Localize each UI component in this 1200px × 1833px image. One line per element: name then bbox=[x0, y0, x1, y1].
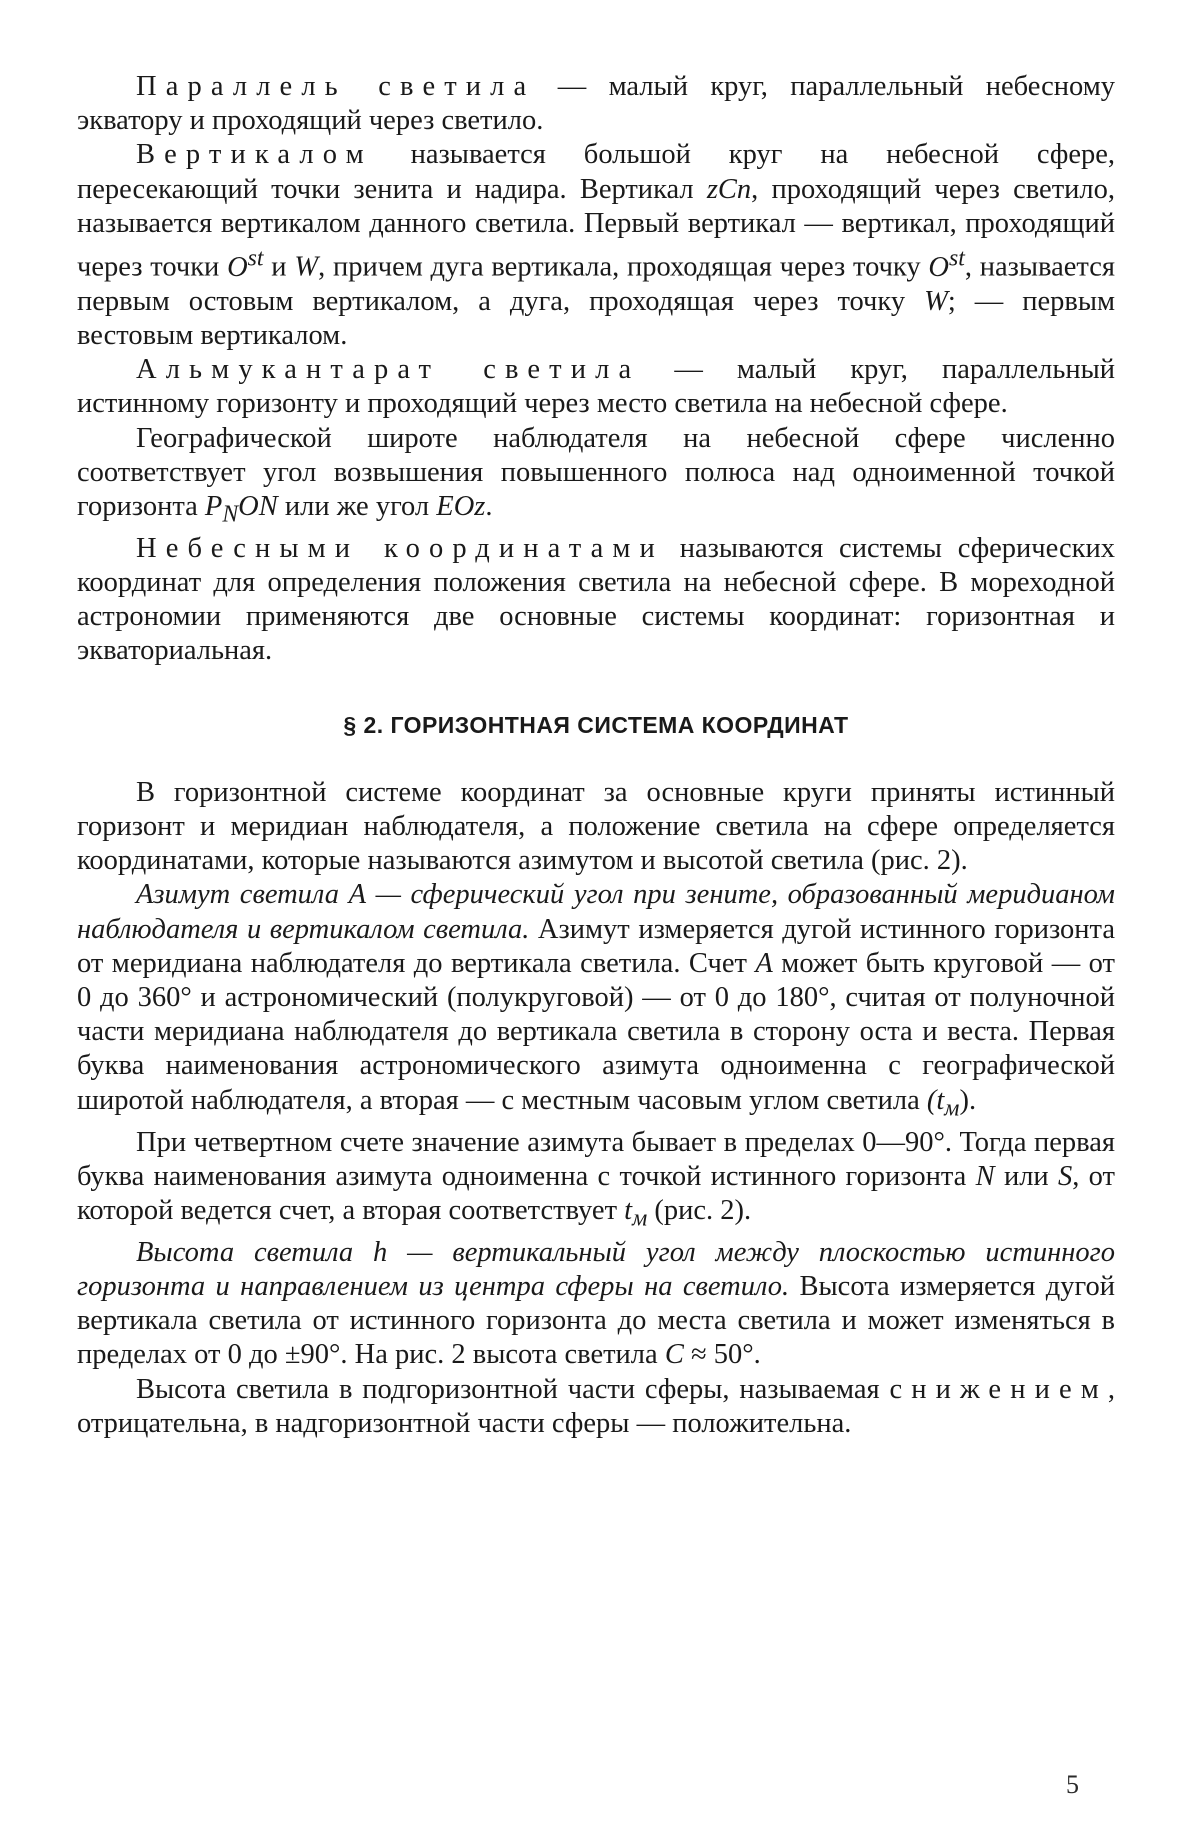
symbol-pnon bbox=[204, 490, 278, 528]
symbol-text: t bbox=[624, 1194, 633, 1226]
symbol-text: O bbox=[227, 251, 248, 283]
page-body bbox=[77, 70, 1115, 1441]
symbol-c: С bbox=[664, 1339, 684, 1371]
page-number: 5 bbox=[1066, 1770, 1079, 1799]
paragraph-text: ≈ 50°. bbox=[683, 1339, 761, 1371]
paragraph-text: Высота светила в подгоризонтной части сферы, называемая bbox=[136, 1373, 890, 1405]
paragraph-text: (рис. 2). bbox=[647, 1194, 752, 1226]
paragraph-vertical bbox=[77, 138, 1115, 353]
paragraph-text: и bbox=[263, 251, 295, 283]
symbol-s: S bbox=[1057, 1160, 1073, 1192]
symbol-sub: N bbox=[222, 501, 239, 528]
paragraph-almucantar bbox=[77, 353, 1115, 421]
symbol-w: W bbox=[294, 251, 319, 283]
paragraph-depression bbox=[77, 1373, 1115, 1441]
symbol-sub: м bbox=[944, 1095, 960, 1122]
term-vertical: Вертикалом bbox=[136, 139, 373, 171]
paragraph-text: или же угол bbox=[277, 490, 437, 522]
symbol-eoz: EOz bbox=[436, 490, 486, 522]
paragraph-text: Географической широте наблюдателя на небесной сфере численно соответствует угол возвышения повышенного полюса над одноименной точкой горизонта bbox=[77, 422, 1115, 522]
paragraph-text: . bbox=[485, 490, 493, 522]
symbol-text: O bbox=[928, 251, 949, 283]
paragraph-text: Высота измеряется дугой вертикала светила от истинного горизонта до места светила и может изменяться в пределах от 0 до ±90°. На рис. 2 высота светила bbox=[77, 1271, 1116, 1371]
paragraph-text: , причем дуга вертикала, проходящая через точку bbox=[318, 251, 929, 283]
paragraph-text: — малый круг, параллельный истинному горизонту и проходящий через место светила на небесной сфере. bbox=[77, 354, 1116, 420]
paragraph-altitude bbox=[77, 1236, 1115, 1373]
paragraph-horizontal-system: В горизонтной системе координат за основные круги приняты истинный горизонт и меридиан наблюдателя, а положение светила на сфере определяется координатами, которые называются азимутом и высотой светила (рис. 2). bbox=[77, 776, 1115, 877]
symbol-text: P bbox=[204, 490, 223, 522]
symbol-ost bbox=[227, 245, 264, 283]
symbol-ost bbox=[928, 245, 965, 283]
paragraph-text: Азимут измеряется дугой истинного горизонта от меридиана наблюдателя до вертикала светила. Счет bbox=[77, 913, 1115, 979]
paragraph-text: или bbox=[994, 1160, 1058, 1192]
formula-zcn: zCn bbox=[706, 173, 752, 205]
symbol-tm bbox=[926, 1084, 960, 1122]
paragraph-quarter-count bbox=[77, 1126, 1115, 1236]
symbol-sub: м bbox=[632, 1205, 648, 1232]
symbol-text: (t bbox=[926, 1084, 945, 1116]
paragraph-text: ; — первым вестовым вертикалом. bbox=[77, 285, 1116, 351]
term-parallel: Параллель светила bbox=[136, 71, 536, 102]
definition-azimuth: Азимут светила А — сферический угол при зените, образованный меридианом наблюдателя и вертикалом светила. bbox=[77, 879, 1115, 945]
symbol-a: А bbox=[755, 947, 773, 979]
paragraph-text: может быть круговой — от 0 до 360° и астрономический (полукруговой) — от 0 до 180°, считая от полуночной части меридиана наблюдателя до вертикала светила в сторону оста и веста. Первая буква наименования астрономического азимута одноименна с географической широтой наблюдателя, а вторая — с местным часовым углом светила bbox=[77, 947, 1115, 1116]
paragraph-celestial-coordinates bbox=[77, 532, 1115, 669]
paragraph-latitude bbox=[77, 422, 1115, 532]
paragraph-azimuth bbox=[77, 878, 1115, 1125]
symbol-text: ON bbox=[238, 490, 278, 522]
paragraph-text: При четвертном счете значение азимута бывает в пределах 0—90°. Тогда первая буква наименования азимута одноименна с точкой истинного горизонта bbox=[77, 1126, 1115, 1192]
symbol-w: W bbox=[924, 285, 948, 317]
paragraph-text: ). bbox=[959, 1084, 977, 1116]
paragraph-text: — малый круг, параллельный небесному экватору и проходящий через светило. bbox=[77, 71, 1115, 137]
symbol-n: N bbox=[975, 1160, 995, 1192]
paragraph-parallel bbox=[77, 70, 1115, 138]
paragraph-text: , от которой ведется счет, а вторая соответствует bbox=[77, 1160, 1115, 1226]
paragraph-text: , проходящий через светило, называется вертикалом данного светила. Первый вертикал — вертикал, проходящий через точки bbox=[77, 173, 1115, 283]
section-heading: § 2. ГОРИЗОНТНАЯ СИСТЕМА КООРДИНАТ bbox=[343, 711, 849, 738]
symbol-tm bbox=[624, 1194, 648, 1232]
symbol-sup: st bbox=[247, 245, 264, 272]
paragraph-text: , называется первым остовым вертикалом, а дуга, проходящая через точку bbox=[77, 251, 1115, 317]
paragraph-text: , отрицательна, в надгоризонтной части сферы — положительна. bbox=[77, 1373, 1115, 1439]
definition-altitude: Высота светила h — вертикальный угол между плоскостью истинного горизонта и направлением из центра сферы на светило. bbox=[77, 1236, 1115, 1303]
term-almucantar: Альмукантарат светила bbox=[136, 354, 641, 386]
symbol-sup: st bbox=[949, 245, 965, 272]
term-depression: снижением bbox=[889, 1373, 1108, 1405]
paragraph-text: называется большой круг на небесной сфере, пересекающий точки зенита и надира. Вертикал bbox=[77, 139, 1115, 205]
paragraph-text: называются системы сферических координат для определения положения светила на небесной сфере. В мореходной астрономии применяются две основные системы координат: горизонтная и экваториальная. bbox=[77, 532, 1116, 667]
term-celestial-coordinates: Небесными координатами bbox=[136, 532, 664, 564]
